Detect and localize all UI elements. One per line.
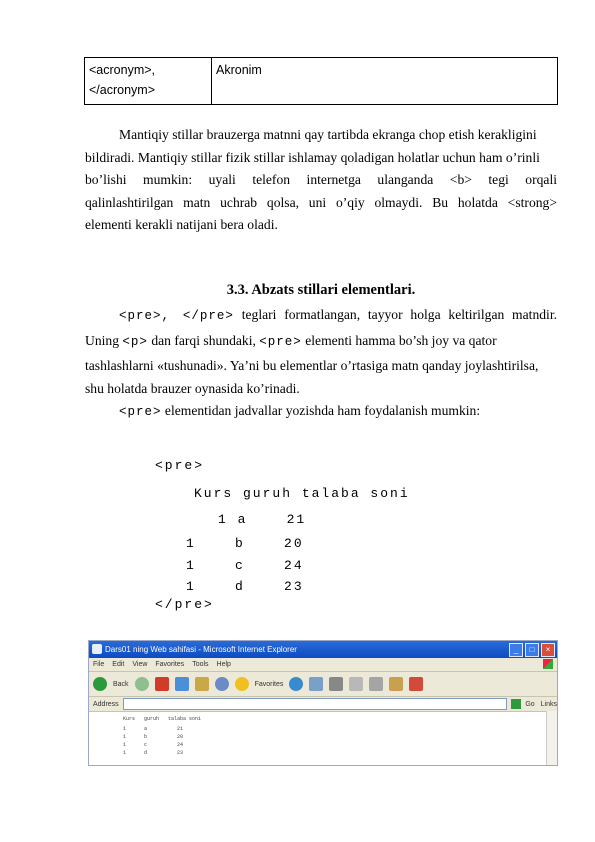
discuss-icon[interactable] <box>369 677 383 691</box>
browser-toolbar <box>89 672 557 697</box>
media-icon[interactable] <box>289 677 303 691</box>
code-line: 1 c 24 <box>186 558 304 573</box>
content-row: Kurs guruh talaba soni <box>123 716 202 722</box>
go-icon[interactable] <box>511 699 521 709</box>
stop-icon[interactable] <box>155 677 169 691</box>
address-bar <box>89 697 557 712</box>
tag-line: </acronym> <box>89 83 156 97</box>
minimize-icon[interactable]: _ <box>509 643 523 657</box>
code-line: 1 b 20 <box>186 536 304 551</box>
code-pre-tag: <pre> <box>119 405 162 419</box>
para-line <box>85 304 557 328</box>
para-line <box>85 400 557 424</box>
para-line: bo’lishi mumkin: uyali telefon internetga ulanganda <b> tegi orqali <box>85 172 557 187</box>
code-p-tag: <p> <box>122 334 148 349</box>
close-icon[interactable]: × <box>541 643 555 657</box>
go-label[interactable]: Go <box>525 700 535 708</box>
tag-cell <box>85 58 212 105</box>
menu-view[interactable]: View <box>132 661 148 668</box>
code-pre-tags: <pre>, </pre> <box>119 309 234 323</box>
menu-tools[interactable]: Tools <box>192 661 209 668</box>
table-row <box>85 58 558 105</box>
browser-title: Dars01 ning Web sahifasi - Microsoft Internet Explorer <box>105 645 297 654</box>
content-row: 1 d 23 <box>123 750 184 756</box>
tag-line: <acronym>, <box>89 63 156 77</box>
content-row: 1 a 21 <box>123 726 184 732</box>
code-line: 1 d 23 <box>186 579 304 594</box>
para-line: qalinlashtirilgan matn uchrab qolsa, uni o’qiy olmaydi. Bu holatda <strong> <box>85 194 557 210</box>
content-row: 1 c 24 <box>123 742 184 748</box>
para-line <box>85 330 557 354</box>
favorites-icon[interactable] <box>235 677 249 691</box>
links-label[interactable]: Links <box>540 700 557 708</box>
tag-table <box>84 57 558 105</box>
content-row: 1 b 20 <box>123 734 184 740</box>
para-line: bildiradi. Mantiqiy stillar fizik stillar ishlamay qoladigan holatlar uchun ham o’rinli <box>85 149 540 165</box>
print-icon[interactable] <box>329 677 343 691</box>
ie-icon <box>92 644 102 654</box>
para-line: elementi kerakli natijani bera oladi. <box>85 217 278 232</box>
back-icon[interactable] <box>93 677 107 691</box>
para-text: elementi hamma bo’sh joy va qator <box>305 332 497 348</box>
windows-logo-icon <box>543 659 553 669</box>
forward-icon[interactable] <box>135 677 149 691</box>
para-text: elementidan jadvallar yozishda ham foydalanish mumkin: <box>164 403 481 418</box>
mail-icon[interactable] <box>309 677 323 691</box>
code-line: Kurs guruh talaba soni <box>194 486 410 501</box>
para-line: Mantiqiy stillar brauzerga matnni qay tartibda ekranga chop etish kerakligini <box>119 127 537 142</box>
browser-screenshot <box>88 640 558 766</box>
browser-titlebar <box>89 641 557 658</box>
menu-edit[interactable]: Edit <box>112 661 125 668</box>
code-pre-tag: <pre> <box>259 334 302 349</box>
refresh-icon[interactable] <box>175 677 189 691</box>
section-heading: 3.3. Abzats stillari elementlari. <box>226 282 416 298</box>
browser-content <box>89 712 557 766</box>
code-open-tag: <pre> <box>155 458 205 473</box>
para-text: Uning <box>85 332 119 348</box>
research-icon[interactable] <box>409 677 423 691</box>
para-line: tashlashlarni «tushunadi». Ya’ni bu elementlar o’rtasiga matn qanday joylashtirilsa, <box>85 358 539 373</box>
code-line: 1 a 21 <box>218 512 307 527</box>
paragraph-logical-styles <box>85 124 557 237</box>
browser-menubar <box>89 658 557 672</box>
home-icon[interactable] <box>195 677 209 691</box>
menu-favorites[interactable]: Favorites <box>155 661 185 668</box>
code-close-tag: </pre> <box>155 597 214 612</box>
messenger-icon[interactable] <box>389 677 403 691</box>
para-line: shu holatda brauzer oynasida ko’rinadi. <box>85 380 300 396</box>
desc-cell: Akronim <box>212 58 558 105</box>
window-buttons <box>509 643 555 657</box>
para-text: teglari formatlangan, tayyor holga keltirilgan matndir. <box>241 307 557 322</box>
favorites-label[interactable]: Favorites <box>254 680 284 688</box>
address-input[interactable] <box>123 698 508 710</box>
browser-scrollbar[interactable] <box>546 711 557 765</box>
maximize-icon[interactable]: □ <box>525 643 539 657</box>
search-icon[interactable] <box>215 677 229 691</box>
address-label: Address <box>93 700 119 708</box>
menu-file[interactable]: File <box>93 661 105 668</box>
edit-icon[interactable] <box>349 677 363 691</box>
para-text: dan farqi shundaki, <box>151 332 256 348</box>
paragraph-pre <box>85 304 557 424</box>
menu-help[interactable]: Help <box>216 661 231 668</box>
back-label[interactable]: Back <box>113 680 129 688</box>
